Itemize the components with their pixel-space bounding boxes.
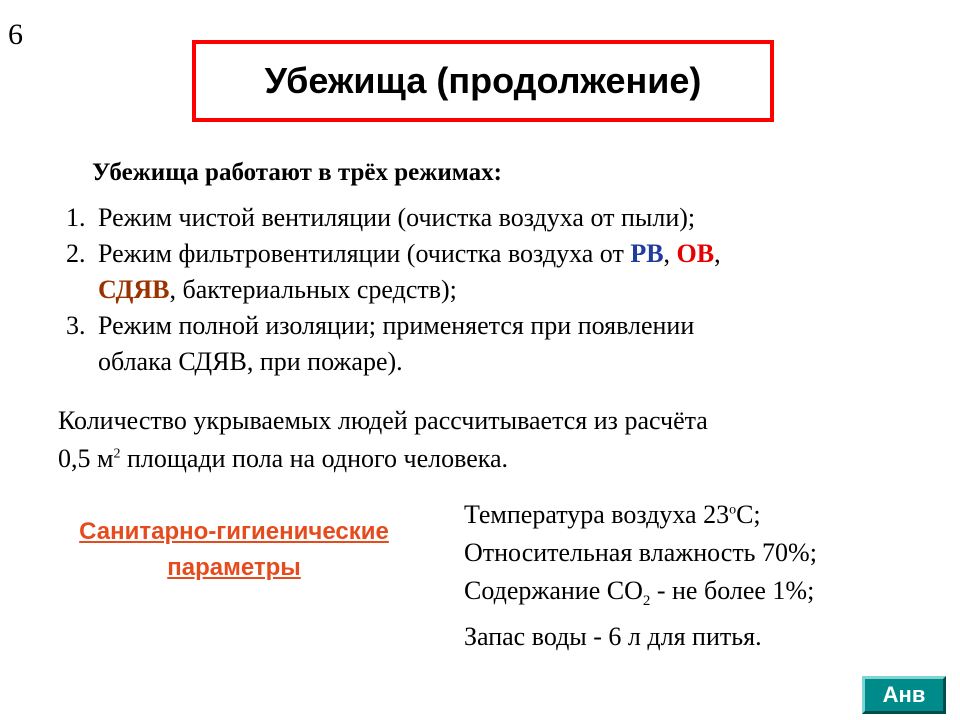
params-list [464, 496, 934, 656]
degree-sup: о [729, 502, 737, 518]
mode-number: 2. [66, 239, 86, 268]
capacity-rest: площади пола на одного человека. [120, 444, 509, 473]
anv-nav-button[interactable]: Анв [862, 676, 946, 714]
mode-text-line2: облака СДЯВ, при пожаре). [98, 347, 403, 376]
rv-term: РВ [630, 239, 664, 268]
param-co2-text: Содержание СО [464, 576, 643, 605]
co2-subscript: 2 [642, 593, 651, 610]
sanitary-line2: параметры [167, 554, 301, 581]
page-title: Убежища (продолжение) [264, 60, 702, 101]
sanitary-line1: Санитарно-гигиенические [79, 518, 389, 545]
mode-item-3 [62, 308, 902, 380]
ov-term: ОВ [676, 239, 715, 268]
mode-text: Режим чистой вентиляции (очистка воздуха от пыли); [98, 203, 696, 232]
param-temperature [464, 496, 934, 534]
mode-text-after: , бактериальных средств); [169, 275, 457, 304]
intro-heading: Убежища работают в трёх режимах: [92, 159, 502, 186]
mode-item-1 [62, 200, 902, 236]
mode-number: 3. [66, 311, 86, 340]
capacity-superscript: 2 [113, 446, 121, 462]
capacity-line1: Количество укрываемых людей рассчитывается из расчёта [58, 406, 708, 435]
mode-text-line1: Режим полной изоляции; применяется при появлении [98, 311, 695, 340]
sanitary-params-link[interactable] [30, 514, 438, 586]
capacity-text [58, 402, 918, 478]
param-co2 [464, 572, 934, 610]
separator: , [663, 239, 677, 268]
sdyav-term: СДЯВ [98, 275, 170, 304]
title-box [192, 40, 774, 122]
modes-list [62, 200, 902, 380]
param-temperature-unit: С; [736, 500, 761, 529]
param-co2-limit: - не более 1%; [650, 576, 815, 605]
mode-text: Режим фильтровентиляции (очистка воздуха от [98, 239, 631, 268]
param-humidity: Относительная влажность 70%; [464, 538, 817, 567]
slide-number: 6 [8, 18, 23, 51]
mode-item-2 [62, 236, 902, 308]
mode-number: 1. [66, 203, 86, 232]
separator: , [714, 239, 721, 268]
param-water: Запас воды - 6 л для питья. [464, 622, 762, 651]
capacity-value: 0,5 м [58, 444, 114, 473]
param-temperature-text: Температура воздуха 23 [464, 500, 730, 529]
